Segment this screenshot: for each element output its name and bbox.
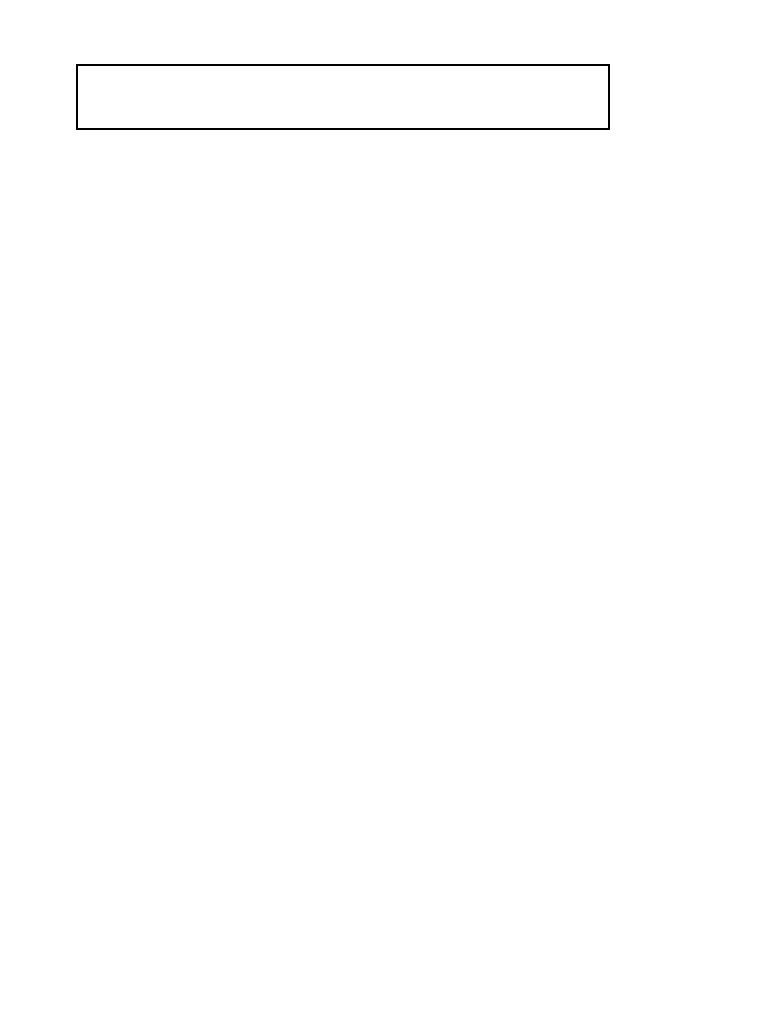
legend-box [76,64,610,130]
